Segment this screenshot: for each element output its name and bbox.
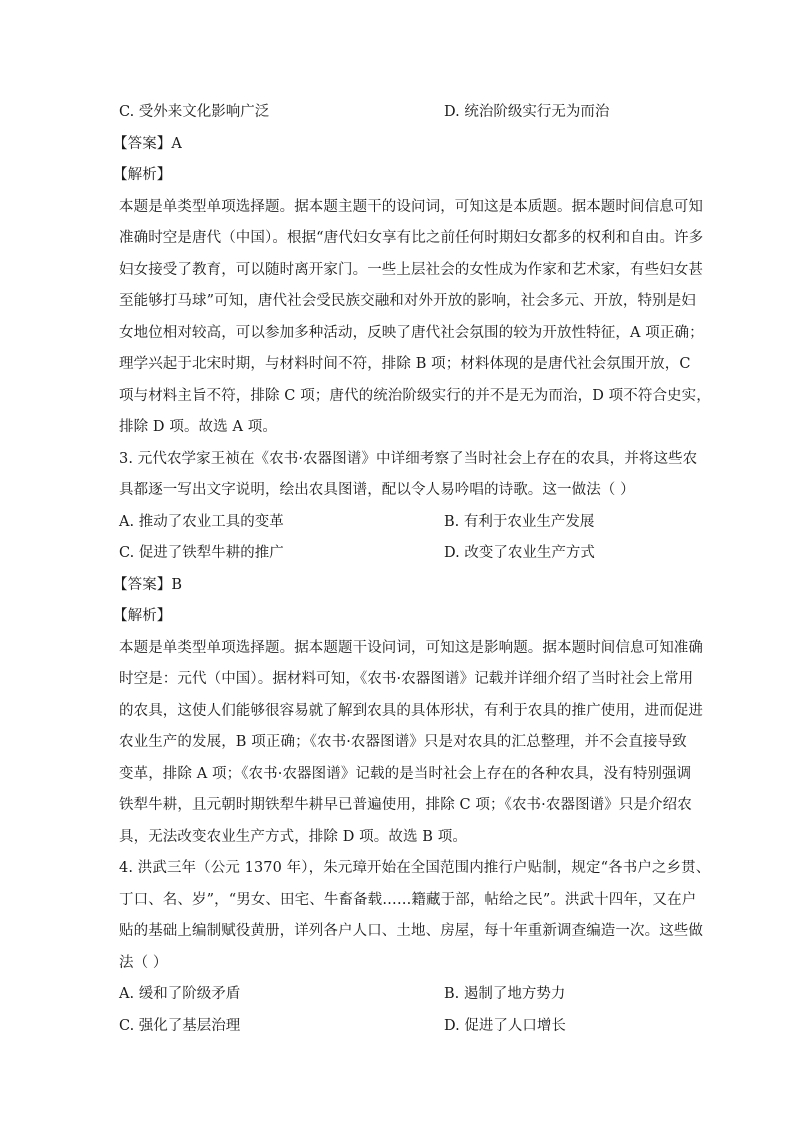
- q3-analysis-line: 具，无法改变农业生产方式，排除 D 项。故选 B 项。: [119, 828, 467, 845]
- q3-stem: [119, 444, 698, 507]
- q4-option-c: C. 强化了基层治理: [119, 1017, 241, 1034]
- q4-stem-line: 丁口、名、岁”，“男女、田宅、牛畜备载……籍藏于部，帖给之民”。洪武十四年，又在户: [119, 891, 697, 908]
- q4-options-row-cd: [119, 1011, 679, 1043]
- q3-analysis: [119, 633, 703, 854]
- q4-stem-line: 法（ ）: [119, 954, 168, 971]
- q3-analysis-label: 【解析】: [113, 608, 172, 624]
- q4-stem-line: 4. 洪武三年（公元 1370 年），朱元璋开始在全国范围内推行户贴制，规定“各书户之乡贯、: [119, 860, 711, 876]
- q3-analysis-line: 的农具，这使人们能够很容易就了解到农具的具体形状，有利于农具的推广使用，进而促进: [119, 702, 703, 719]
- q2-analysis-line: 准确时空是唐代（中国）。根据“唐代妇女享有比之前任何时期妇女都多的权利和自由。许多: [119, 230, 704, 246]
- q2-answer: 【答案】A: [113, 135, 182, 152]
- q3-options-row-cd: [119, 538, 679, 570]
- q4-stem-line: 贴的基础上编制赋役黄册，详列各户人口、土地、房屋，每十年重新调查编造一次。这些做: [119, 923, 703, 939]
- q2-analysis-line: 本题是单类型单项选择题。据本题主题干的设问词，可知这是本质题。据本题时间信息可知: [119, 198, 703, 215]
- q2-analysis-label: 【解析】: [113, 167, 172, 183]
- q3-stem-line: 具都逐一写出文字说明，绘出农具图谱，配以令人易吟唱的诗歌。这一做法（ ）: [119, 482, 635, 498]
- q3-answer: 【答案】B: [113, 576, 183, 593]
- q4-option-b: B. 遏制了地方势力: [444, 986, 566, 1002]
- q4-stem: [119, 853, 711, 979]
- q2-analysis-line: 项与材料主旨不符，排除 C 项；唐代的统治阶级实行的并不是无为而治，D 项不符合史实，: [119, 387, 711, 404]
- q2-options-row-cd: [119, 97, 679, 129]
- q3-option-b: B. 有利于农业生产发展: [444, 513, 595, 530]
- q3-option-d: D. 改变了农业生产方式: [444, 545, 595, 561]
- q2-option-d: D. 统治阶级实行无为而治: [444, 104, 610, 120]
- q3-option-c: C. 促进了铁犁牛耕的推广: [119, 545, 284, 561]
- q3-stem-line: 3. 元代农学家王祯在《农书·农器图谱》中详细考察了当时社会上存在的农具，并将这些农: [119, 450, 698, 467]
- q3-analysis-line: 本题是单类型单项选择题。据本题题干设问词，可知这是影响题。据本题时间信息可知准确: [119, 639, 703, 656]
- q2-analysis-line: 理学兴起于北宋时期，与材料时间不符，排除 B 项；材料体现的是唐代社会氛围开放，C: [119, 356, 691, 372]
- q4-option-a: A. 缓和了阶级矛盾: [119, 986, 241, 1002]
- q3-analysis-line: 变革，排除 A 项；《农书·农器图谱》记载的是当时社会上存在的各种农具，没有特别强调: [119, 765, 692, 782]
- q4-options-row-ab: [119, 979, 679, 1011]
- q2-analysis-line: 排除 D 项。故选 A 项。: [119, 419, 277, 435]
- q2-option-c: C. 受外来文化影响广泛: [119, 104, 270, 120]
- q3-analysis-line: 农业生产的发展，B 项正确；《农书·农器图谱》只是对农具的汇总整理，并不会直接导致: [119, 734, 687, 750]
- q2-analysis: [119, 192, 711, 444]
- q3-analysis-line: 铁犁牛耕，且元朝时期铁犁牛耕早已普遍使用，排除 C 项；《农书·农器图谱》只是介绍农: [119, 797, 692, 813]
- document-page: [113, 97, 711, 1042]
- q2-analysis-line: 至能够打马球”可知，唐代社会受民族交融和对外开放的影响，社会多元、开放，特别是妇: [119, 293, 696, 309]
- q3-analysis-line: 时空是：元代（中国）。据材料可知，《农书·农器图谱》记载并详细介绍了当时社会上常用: [119, 671, 694, 687]
- q2-analysis-line: 女地位相对较高，可以参加多种活动，反映了唐代社会氛围的较为开放性特征，A 项正确；: [119, 324, 704, 341]
- q3-option-a: A. 推动了农业工具的变革: [119, 513, 284, 530]
- q2-analysis-line: 妇女接受了教育，可以随时离开家门。一些上层社会的女性成为作家和艺术家，有些妇女甚: [119, 261, 703, 278]
- q4-option-d: D. 促进了人口增长: [444, 1017, 566, 1034]
- q3-options-row-ab: [119, 507, 679, 539]
